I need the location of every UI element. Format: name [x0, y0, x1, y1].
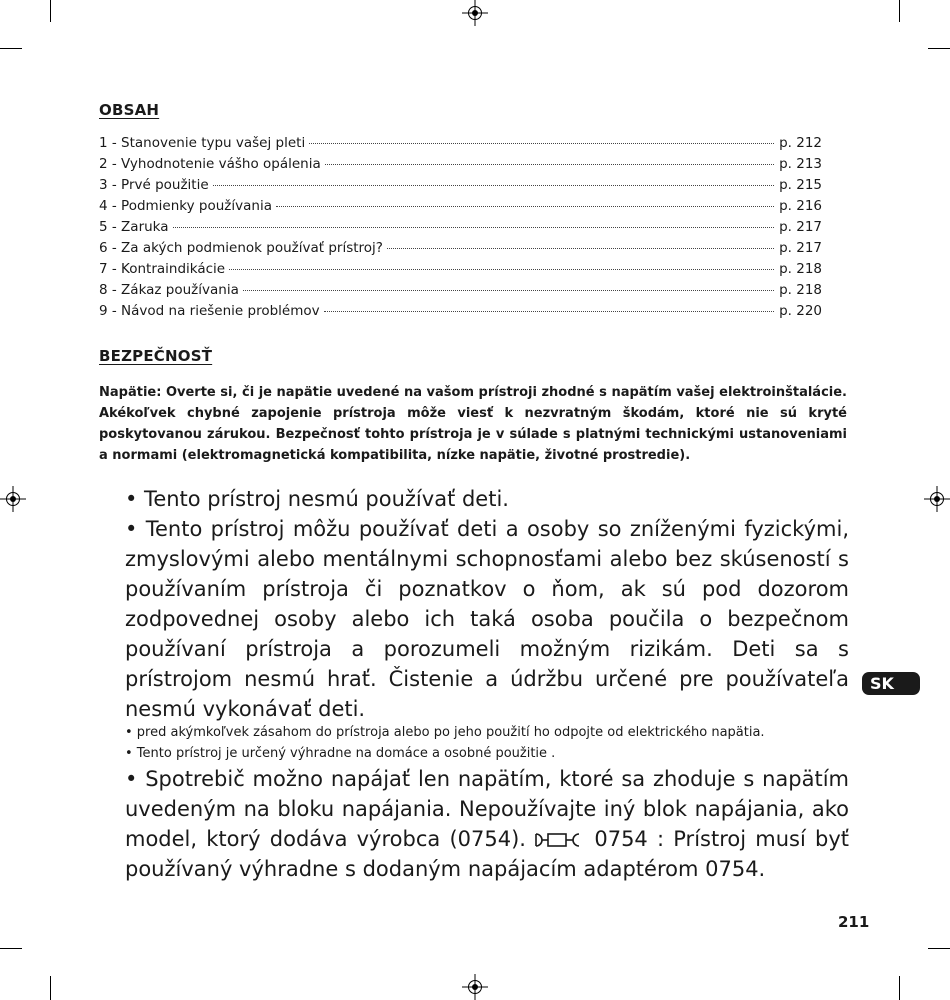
toc-leader: [173, 227, 774, 228]
safety-bullet-supervision: • Tento prístroj môžu používať deti a osoby so zníženými fyzickými, zmyslovými alebo mentálnymi schopnosťami alebo bez skúseností s používaním prístroja či poznatkov o ňom, ak sú pod dozorom zodpovednej osoby alebo ich taká osoba poučila o bezpečnom používaní prístroja a porozumeli možným rizikám. Deti sa s prístrojom nesmú hrať. Čistenie a údržbu určené pre používateľa nesmú vykonávať deti.: [125, 517, 849, 721]
toc-entry-page: p. 213: [779, 156, 822, 172]
toc-entry-title: 8 - Zákaz používania: [99, 282, 239, 298]
toc-entry[interactable]: [99, 303, 822, 324]
toc-entry-page: p. 215: [779, 177, 822, 193]
toc-entry-page: p. 218: [779, 261, 822, 277]
toc-leader: [213, 185, 774, 186]
toc-entry-title: 4 - Podmienky používania: [99, 198, 272, 214]
toc-entry[interactable]: [99, 156, 822, 177]
toc-entry-title: 6 - Za akých podmienok používať prístroj?: [99, 240, 383, 256]
toc-leader: [324, 311, 774, 312]
toc-entry-page: p. 217: [779, 240, 822, 256]
power-supply-text-end: 0754 : Prístroj musí byť používaný výhradne s dodaným napájacím adaptérom 0754.: [125, 827, 849, 881]
language-tab: SK: [862, 672, 920, 695]
toc-entry[interactable]: [99, 198, 822, 219]
crop-mark: [899, 976, 900, 1000]
toc-entry-title: 9 - Návod na riešenie problémov: [99, 303, 320, 319]
toc-entry[interactable]: [99, 177, 822, 198]
crop-mark: [50, 0, 51, 22]
safety-bullet-children: • Tento prístroj nesmú používať deti.: [125, 487, 509, 511]
safety-heading: BEZPEČNOSŤ: [99, 347, 213, 365]
registration-mark-icon: [0, 486, 26, 512]
registration-mark-icon: [924, 486, 950, 512]
toc-leader: [387, 248, 774, 249]
toc-entry[interactable]: [99, 219, 822, 240]
page-number: 211: [838, 913, 870, 931]
safety-note-unplug: • pred akýmkoľvek zásahom do prístroja alebo po jeho použití ho odpojte od elektrického napätia.: [125, 725, 765, 740]
toc-entry-page: p. 218: [779, 282, 822, 298]
toc-leader: [229, 269, 774, 270]
toc-heading: OBSAH: [99, 101, 160, 119]
toc-entry-title: 1 - Stanovenie typu vašej pleti: [99, 135, 306, 151]
power-adapter-icon: [535, 831, 585, 849]
crop-mark: [899, 0, 900, 22]
toc-entry[interactable]: [99, 261, 822, 282]
toc-leader: [325, 164, 774, 165]
toc-leader: [309, 143, 774, 144]
table-of-contents: [99, 135, 822, 324]
toc-entry-page: p. 212: [779, 135, 822, 151]
toc-entry-page: p. 216: [779, 198, 822, 214]
safety-bullet-power-supply: [125, 764, 849, 884]
safety-note-domestic-use: • Tento prístroj je určený výhradne na domáce a osobné použitie .: [125, 746, 556, 761]
registration-mark-icon: [462, 974, 488, 1000]
crop-mark: [0, 48, 22, 49]
toc-entry-title: 3 - Prvé použitie: [99, 177, 209, 193]
registration-mark-icon: [462, 0, 488, 26]
voltage-warning: Napätie: Overte si, či je napätie uvedené na vašom prístroji zhodné s napätím vašej elektroinštalácie. Akékoľvek chybné zapojenie prístroja môže viesť k nezvratným škodám, ktoré nie sú kryté poskytovanou zárukou. Bezpečnosť tohto prístroja je v súlade s platnými technickými ustanoveniami a normami (elektromagnetická kompatibilita, nízke napätie, životné prostredie).: [99, 385, 847, 463]
toc-entry-title: 2 - Vyhodnotenie vášho opálenia: [99, 156, 321, 172]
toc-entry-title: 7 - Kontraindikácie: [99, 261, 226, 277]
toc-entry[interactable]: [99, 240, 822, 261]
toc-leader: [243, 290, 774, 291]
crop-mark: [0, 948, 22, 949]
toc-entry-page: p. 220: [779, 303, 822, 319]
toc-entry[interactable]: [99, 135, 822, 156]
crop-mark: [928, 48, 950, 49]
toc-entry[interactable]: [99, 282, 822, 303]
power-supply-text: • Spotrebič možno napájať len napätím, ktoré sa zhoduje s napätím uvedeným na bloku napájania. Nepoužívajte iný blok napájania, ako model, ktorý dodáva výrobca (0754).: [125, 767, 849, 851]
crop-mark: [928, 948, 950, 949]
toc-entry-page: p. 217: [779, 219, 822, 235]
toc-leader: [276, 206, 774, 207]
toc-entry-title: 5 - Zaruka: [99, 219, 169, 235]
crop-mark: [50, 976, 51, 1000]
